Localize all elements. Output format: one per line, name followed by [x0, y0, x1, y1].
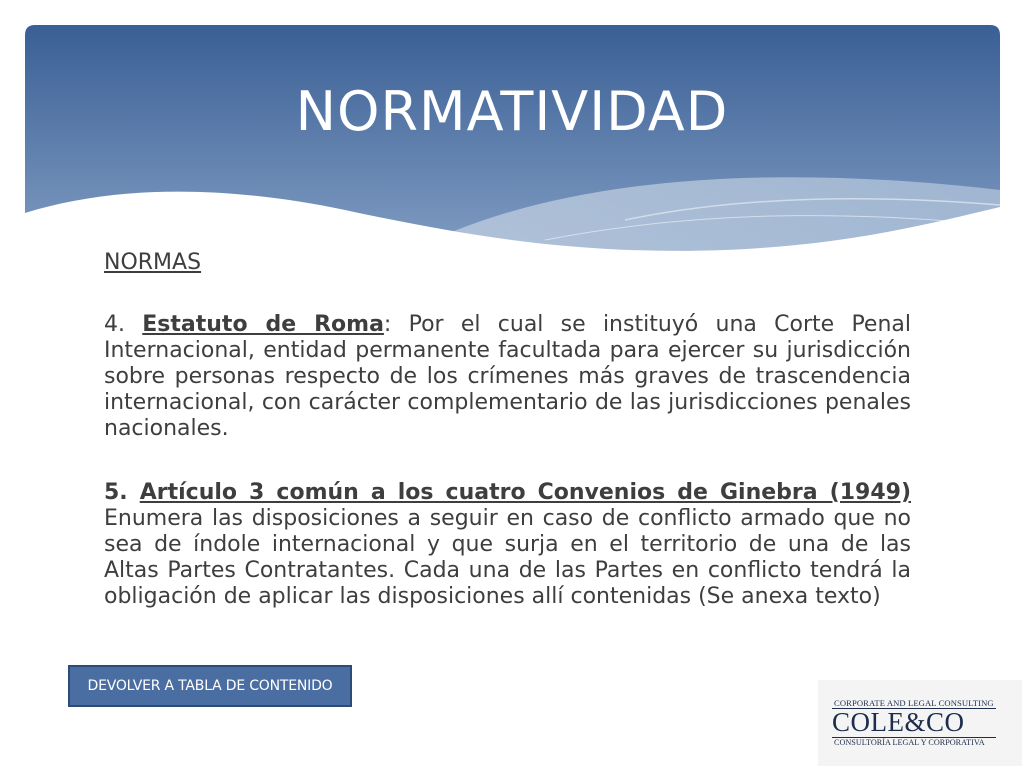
- page-title: NORMATIVIDAD: [295, 80, 729, 143]
- item-separator: :: [383, 312, 409, 337]
- logo-name: COLE&CO: [832, 707, 965, 737]
- slide-content: [104, 250, 911, 648]
- item-number: 5.: [104, 480, 140, 505]
- item-number: 4.: [104, 312, 143, 337]
- item-title: Estatuto de Roma: [142, 312, 384, 337]
- section-label: NORMAS: [104, 250, 202, 275]
- item-title: Artículo 3 común a los cuatro Convenios de Ginebra (1949): [139, 480, 911, 505]
- norm-item: [104, 312, 911, 442]
- norm-item: [104, 480, 911, 610]
- item-text: Por el cual se instituyó una Corte Penal Internacional, entidad permanente facultada para ejercer su jurisdicción sobre personas respecto de los crímenes más graves de trascendencia internacional, con carácter complementario de las jurisdicciones penales nacionales.: [104, 312, 912, 441]
- company-logo: [818, 680, 1022, 766]
- back-to-contents-button[interactable]: DEVOLVER A TABLA DE CONTENIDO: [68, 665, 352, 707]
- logo-bottom-line: CONSULTORÍA LEGAL Y CORPORATIVA: [834, 738, 985, 747]
- item-text: Enumera las disposiciones a seguir en caso de conflicto armado que no sea de índole internacional y que surja en el territorio de una de las Altas Partes Contratantes. Cada una de las Partes en conflicto tendrá la obligación de aplicar las disposiciones allí contenidas (Se anexa texto): [104, 506, 911, 609]
- logo-top-line: CORPORATE AND LEGAL CONSULTING: [834, 698, 994, 708]
